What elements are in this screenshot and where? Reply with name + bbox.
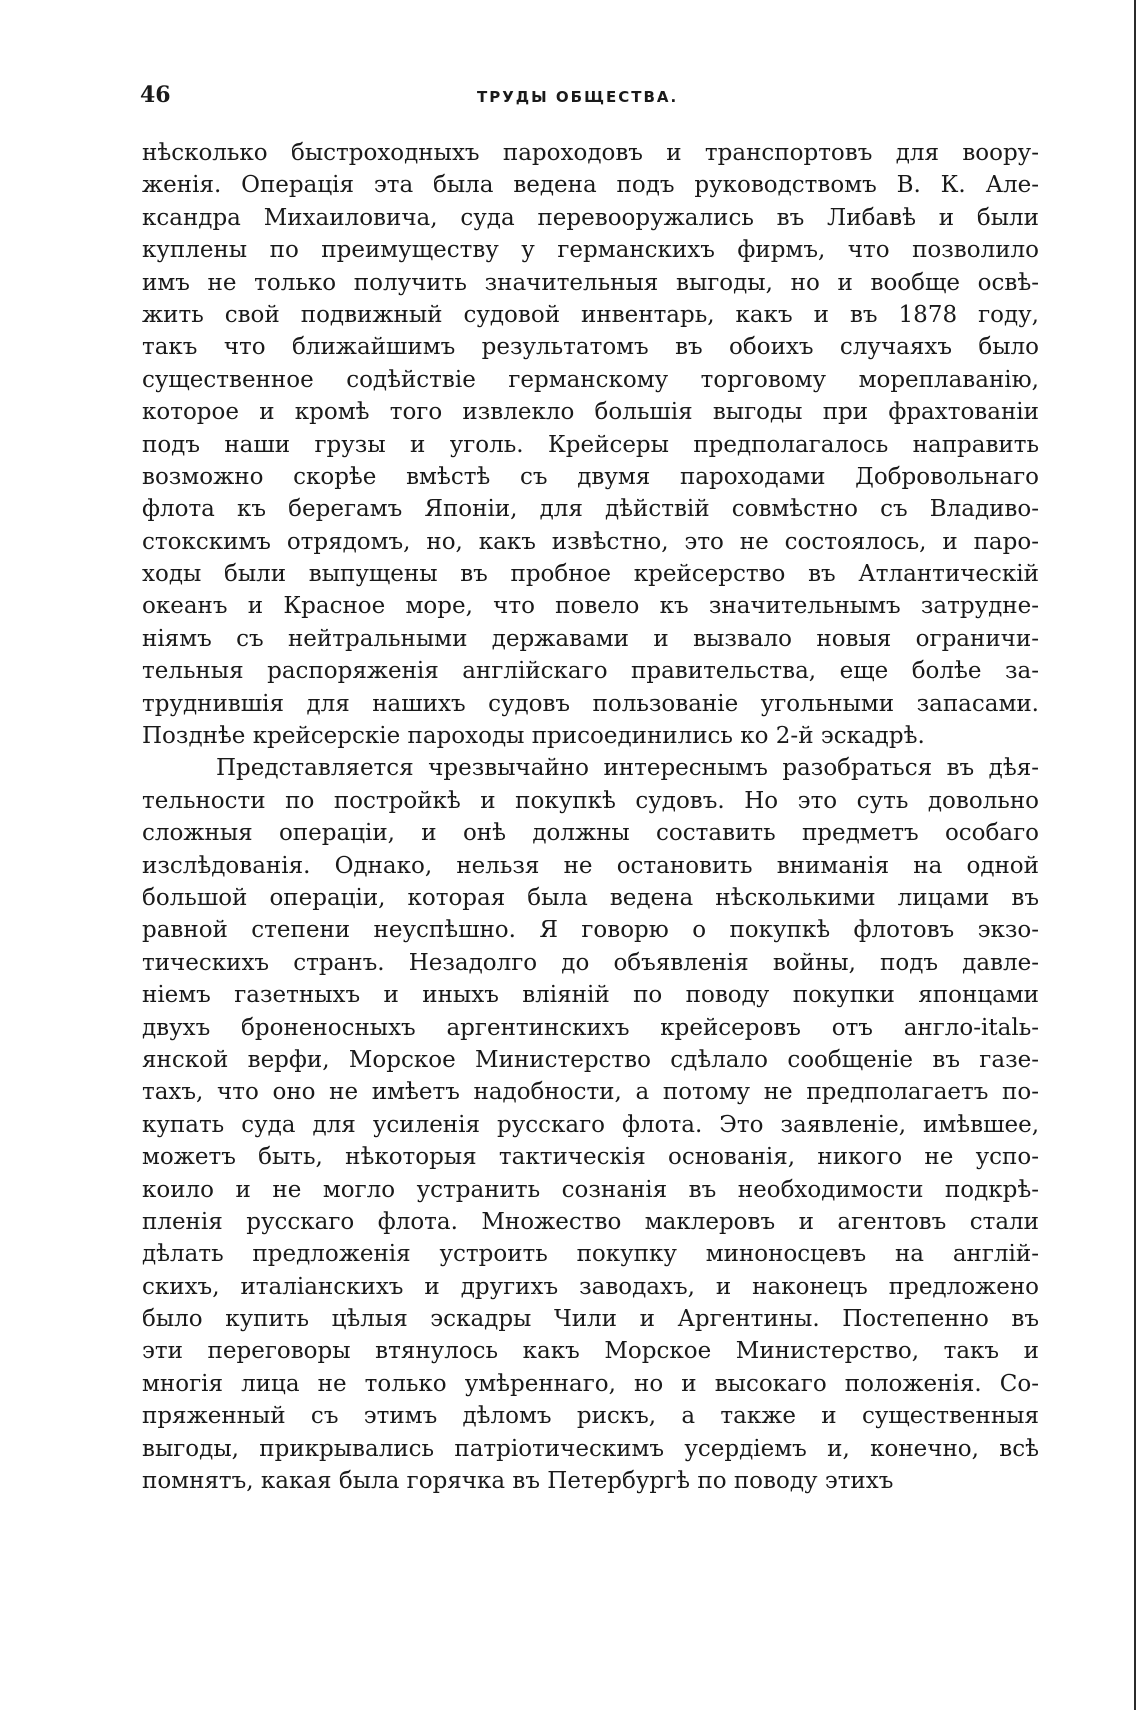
text-line: дѣлать предложенія устроить покупку миноносцевъ на англій-: [142, 1241, 1039, 1268]
page-number: 46: [140, 82, 171, 108]
text-line: можетъ быть, нѣкоторыя тактическія основанія, никого не успо-: [142, 1144, 1039, 1171]
paragraph: [142, 752, 1039, 1497]
paragraph: [142, 137, 1039, 752]
text-line: помнятъ, какая была горячка въ Петербургѣ по поводу этихъ: [142, 1468, 894, 1495]
page-header: [140, 82, 1140, 112]
text-line: тическихъ странъ. Незадолго до объявленія войны, подъ давле-: [142, 949, 1039, 976]
text-line: труднившія для нашихъ судовъ пользованіе угольными запасами.: [142, 690, 1039, 717]
text-line: янской верфи, Морское Министерство сдѣлало сообщеніе въ газе-: [142, 1046, 1039, 1073]
text-line: скихъ, италіанскихъ и другихъ заводахъ, и наконецъ предложено: [142, 1273, 1039, 1300]
text-line: многія лица не только умѣреннаго, но и высокаго положенія. Со-: [142, 1370, 1039, 1397]
text-line: женія. Операція эта была ведена подъ руководствомъ В. К. Але-: [142, 172, 1039, 199]
text-line: ходы были выпущены въ пробное крейсерство въ Атлантическій: [142, 561, 1039, 588]
text-line: Позднѣе крейсерскіе пароходы присоединились ко 2-й эскадрѣ.: [142, 723, 925, 750]
text-line: пряженный съ этимъ дѣломъ рискъ, а также и существенныя: [142, 1403, 1039, 1430]
text-line: нѣсколько быстроходныхъ пароходовъ и транспортовъ для воору-: [142, 140, 1039, 166]
text-line: равной степени неуспѣшно. Я говорю о покупкѣ флотовъ экзо-: [142, 917, 1039, 944]
text-line: океанъ и Красное море, что повело къ значительнымъ затрудне-: [142, 593, 1039, 620]
text-line: которое и кромѣ того извлекло большія выгоды при фрахтованіи: [142, 399, 1039, 426]
text-line: тахъ, что оно не имѣетъ надобности, а потому не предполагаетъ по-: [142, 1079, 1039, 1106]
text-line: ніемъ газетныхъ и иныхъ вліяній по поводу покупки японцами: [142, 982, 1039, 1009]
text-line: флота къ берегамъ Японіи, для дѣйствій совмѣстно съ Владиво-: [142, 496, 1039, 523]
text-line: эти переговоры втянулось какъ Морское Министерство, такъ и: [142, 1338, 1039, 1365]
text-line: такъ что ближайшимъ результатомъ въ обоихъ случаяхъ было: [142, 334, 1039, 361]
text-line: тельности по постройкѣ и покупкѣ судовъ. Но это суть довольно: [142, 787, 1039, 814]
text-line: существенное содѣйствіе германскому торговому мореплаванію,: [142, 366, 1039, 393]
text-line: ксандра Михаиловича, суда перевооружались въ Либавѣ и были: [142, 204, 1039, 231]
text-line: выгоды, прикрывались патріотическимъ усердіемъ и, конечно, всѣ: [142, 1435, 1039, 1462]
text-line: купать суда для усиленія русскаго флота. Это заявленіе, имѣвшее,: [142, 1111, 1039, 1138]
text-line: изслѣдованія. Однако, нельзя не остановить вниманія на одной: [142, 852, 1039, 879]
text-line: двухъ броненосныхъ аргентинскихъ крейсеровъ отъ англо-italь-: [142, 1014, 1039, 1041]
text-line: сложныя операціи, и онѣ должны составить предметъ особаго: [142, 820, 1039, 847]
text-line: подъ наши грузы и уголь. Крейсеры предполагалось направить: [142, 431, 1039, 458]
text-line: тельныя распоряженія англійскаго правительства, еще болѣе за-: [142, 658, 1039, 685]
text-line: ніямъ съ нейтральными державами и вызвало новыя ограничи-: [142, 625, 1039, 652]
running-title: ТРУДЫ ОБЩЕСТВА.: [477, 88, 679, 106]
text-line: пленія русскаго флота. Множество маклеровъ и агентовъ стали: [142, 1208, 1039, 1235]
text-line: имъ не только получить значительныя выгоды, но и вообще освѣ-: [142, 269, 1039, 296]
text-line: Представляется чрезвычайно интереснымъ разобраться въ дѣя-: [216, 755, 1039, 782]
text-line: было купить цѣлыя эскадры Чили и Аргентины. Постепенно въ: [142, 1306, 1039, 1333]
page-edge-rule: [1134, 0, 1136, 1710]
text-line: стокскимъ отрядомъ, но, какъ извѣстно, это не состоялось, и паро-: [142, 528, 1039, 555]
text-line: коило и не могло устранить сознанія въ необходимости подкрѣ-: [142, 1176, 1039, 1203]
text-line: большой операціи, которая была ведена нѣсколькими лицами въ: [142, 884, 1039, 911]
text-line: возможно скорѣе вмѣстѣ съ двумя пароходами Добровольнаго: [142, 463, 1039, 490]
text-line: куплены по преимуществу у германскихъ фирмъ, что позволило: [142, 237, 1039, 264]
text-line: жить свой подвижный судовой инвентарь, какъ и въ 1878 году,: [142, 301, 1039, 328]
body-text: [142, 137, 1039, 1497]
